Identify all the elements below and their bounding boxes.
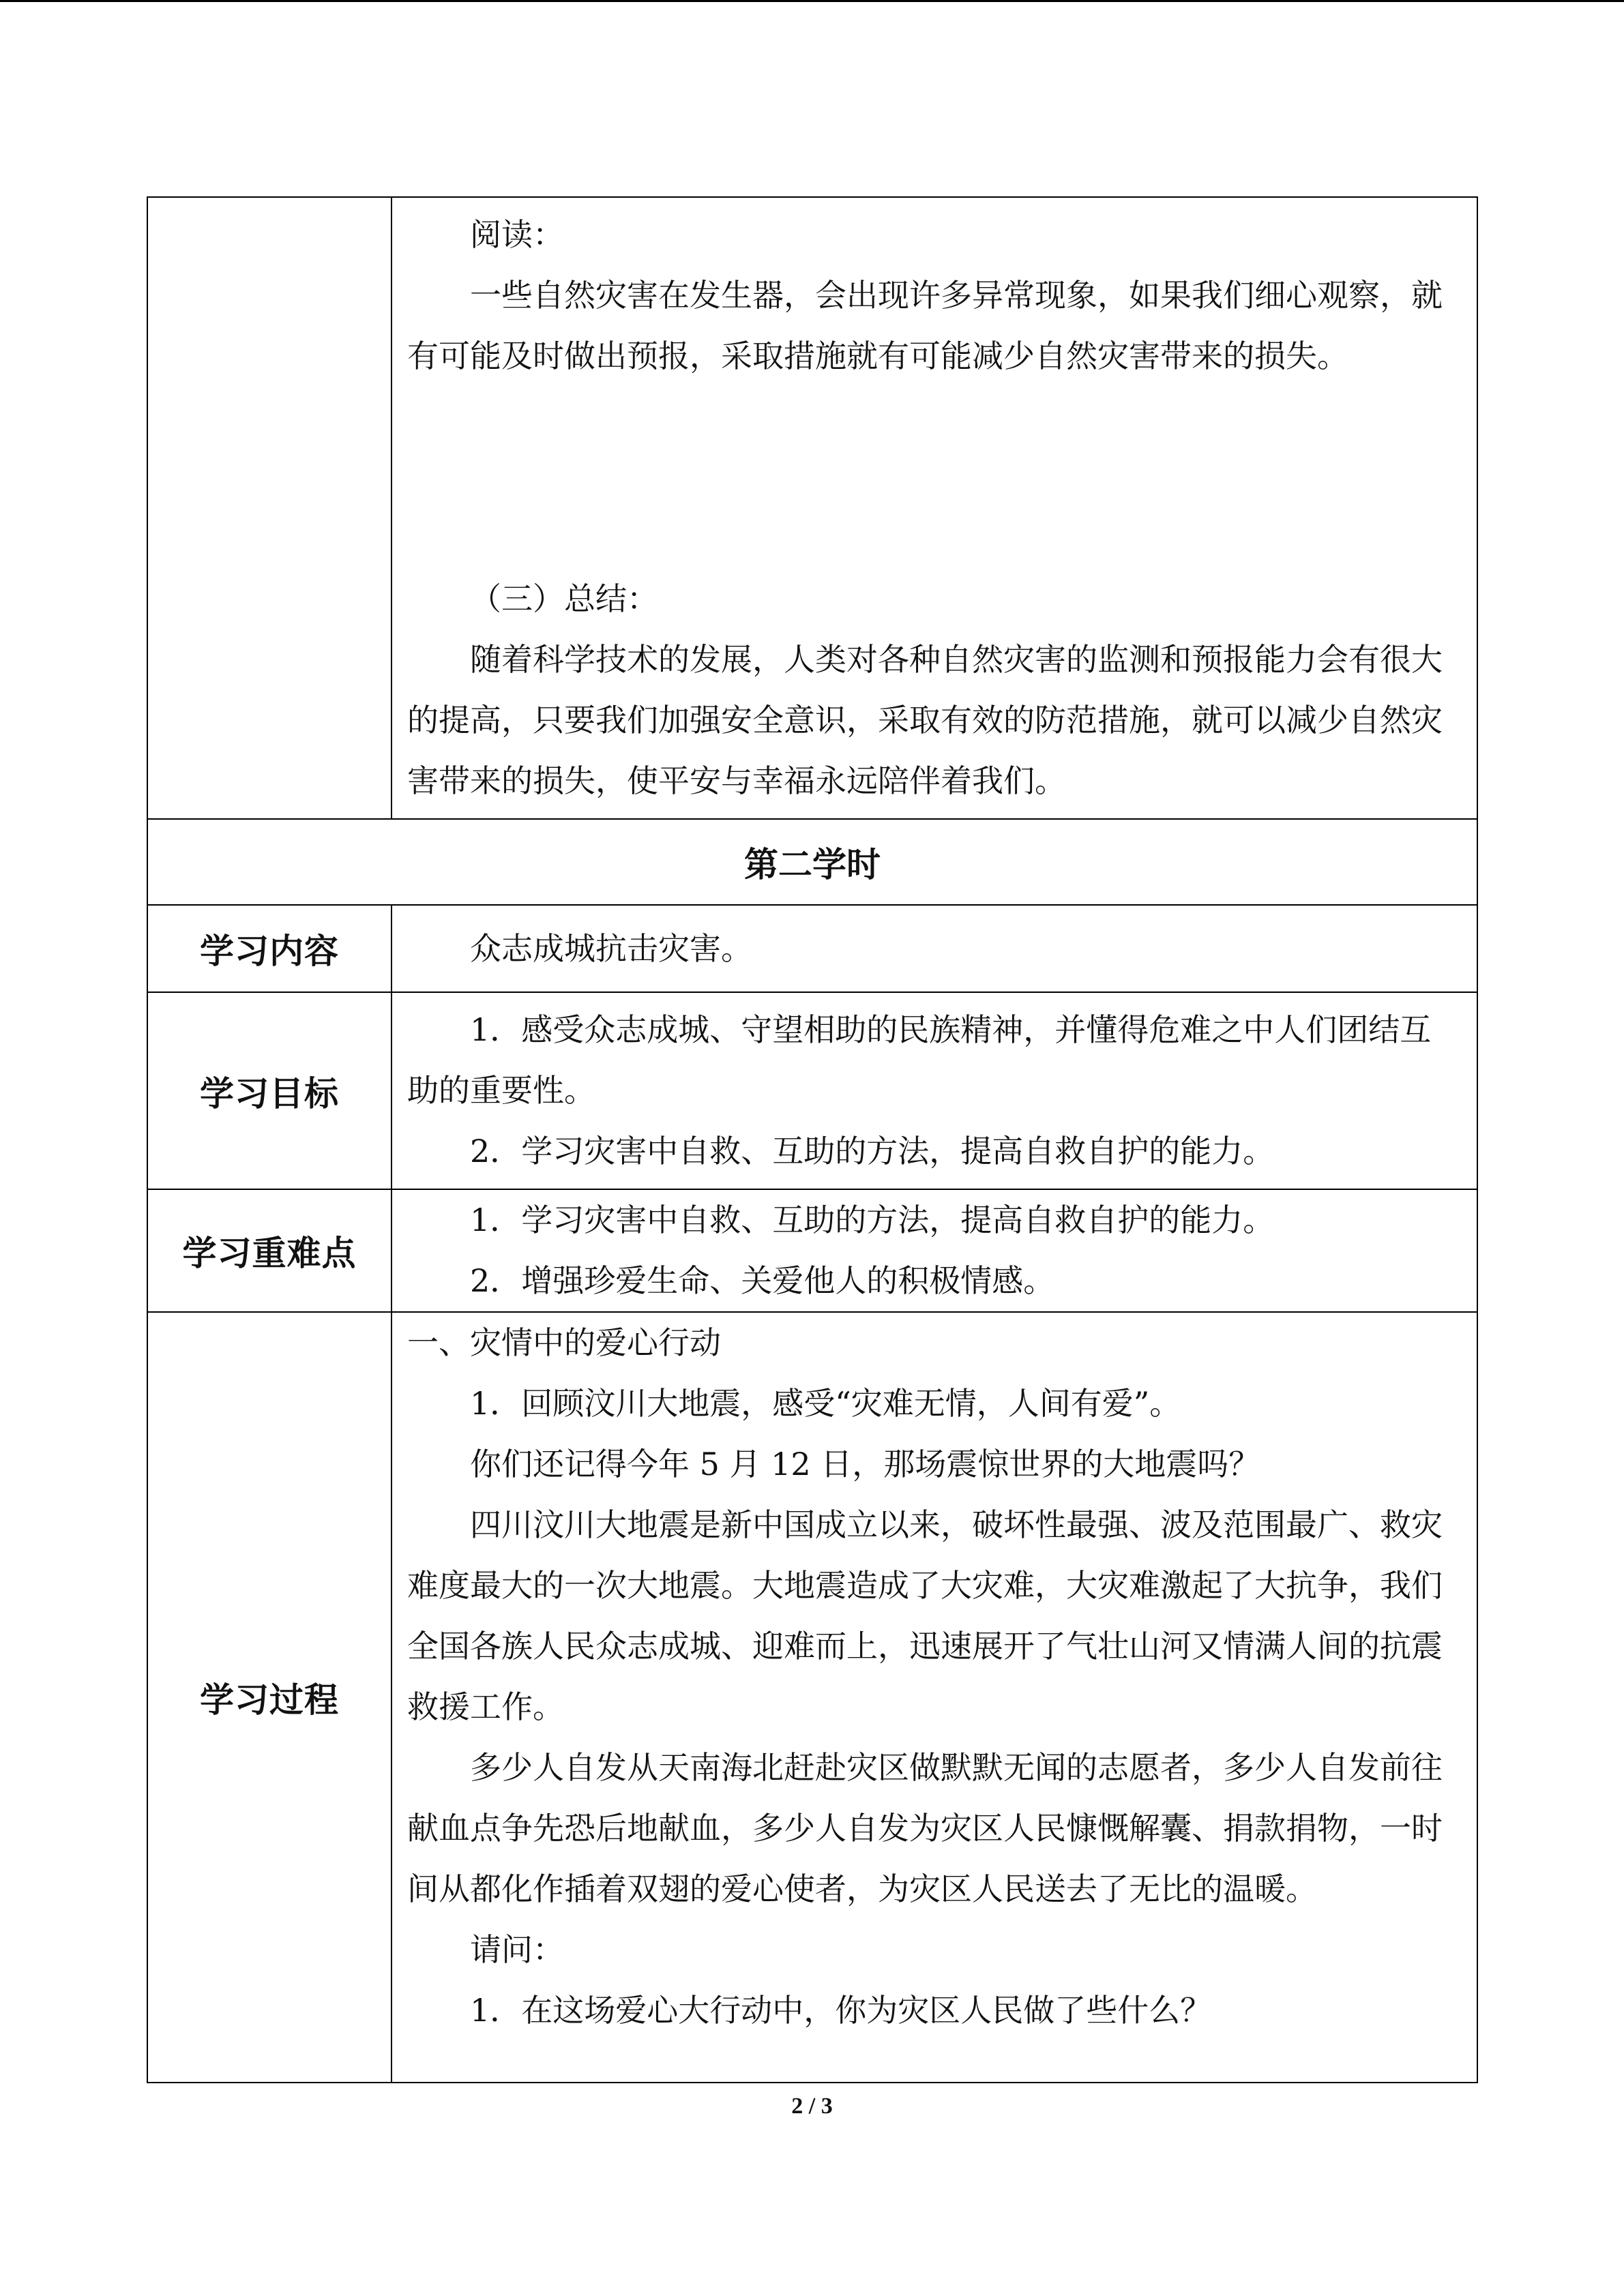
reading-heading: 阅读： [470, 216, 564, 253]
process-paragraph: 你们还记得今年 5 月 12 日，那场震惊世界的大地震吗？ [470, 1446, 1260, 1482]
key-points-label: 学习重难点 [147, 1189, 392, 1312]
content-label: 学习内容 [147, 905, 392, 992]
top-border-line [0, 0, 1624, 2]
reading-content-cell [392, 197, 1477, 819]
goals-label: 学习目标 [147, 992, 392, 1189]
process-paragraph: 多少人自发从天南海北赶赴灾区做默默无闻的志愿者，多少人自发前往献血点争先恐后地献血，多少人自发为灾区人民慷慨解囊、捐款捐物，一时间从都化作插着双翅的爱心使者，为灾区人民送去了无比的温暖。 [407, 1749, 1443, 1907]
process-row [147, 1312, 1477, 2083]
goals-cell [392, 992, 1477, 1189]
process-cell [392, 1312, 1477, 2083]
reading-paragraph: 一些自然灾害在发生器，会出现许多异常现象，如果我们细心观察，就有可能及时做出预报，采取措施就有可能减少自然灾害带来的损失。 [407, 277, 1443, 374]
content-cell [392, 905, 1477, 992]
page-number: 2 / 3 [791, 2093, 833, 2119]
reading-label-cell [147, 197, 392, 819]
process-label: 学习过程 [147, 1312, 392, 2083]
key-points-cell [392, 1189, 1477, 1312]
summary-paragraph: 随着科学技术的发展，人类对各种自然灾害的监测和预报能力会有很大的提高，只要我们加强安全意识，采取有效的防范措施，就可以减少自然灾害带来的损失，使平安与幸福永远陪伴着我们。 [407, 641, 1443, 799]
process-heading: 一、灾情中的爱心行动 [407, 1324, 721, 1361]
goal-item: 1．感受众志成城、守望相助的民族精神，并懂得危难之中人们团结互助的重要性。 [407, 1011, 1432, 1109]
key-point-item: 1．学习灾害中自救、互助的方法，提高自救自护的能力。 [470, 1202, 1275, 1238]
summary-heading: （三）总结： [470, 580, 658, 617]
section-title: 第二学时 [147, 819, 1477, 905]
process-paragraph: 1．回顾汶川大地震，感受“灾难无情，人间有爱”。 [470, 1385, 1181, 1422]
process-paragraph: 请问： [470, 1931, 564, 1968]
content-row [147, 905, 1477, 992]
content-text: 众志成城抗击灾害。 [470, 929, 752, 967]
process-paragraph: 1．在这场爱心大行动中，你为灾区人民做了些什么？ [470, 1992, 1212, 2029]
goals-row [147, 992, 1477, 1189]
key-point-item: 2．增强珍爱生命、关爱他人的积极情感。 [470, 1262, 1055, 1299]
lesson-plan-table [147, 196, 1478, 2083]
key-points-row [147, 1189, 1477, 1312]
process-paragraph: 四川汶川大地震是新中国成立以来，破坏性最强、波及范围最广、救灾难度最大的一次大地震。大地震造成了大灾难，大灾难激起了大抗争，我们全国各族人民众志成城、迎难而上，迅速展开了气壮山河又情满人间的抗震救援工作。 [407, 1506, 1443, 1725]
goal-item: 2．学习灾害中自救、互助的方法，提高自救自护的能力。 [470, 1133, 1275, 1169]
reading-row [147, 197, 1477, 819]
blank-space [407, 387, 1462, 569]
section-row [147, 819, 1477, 905]
